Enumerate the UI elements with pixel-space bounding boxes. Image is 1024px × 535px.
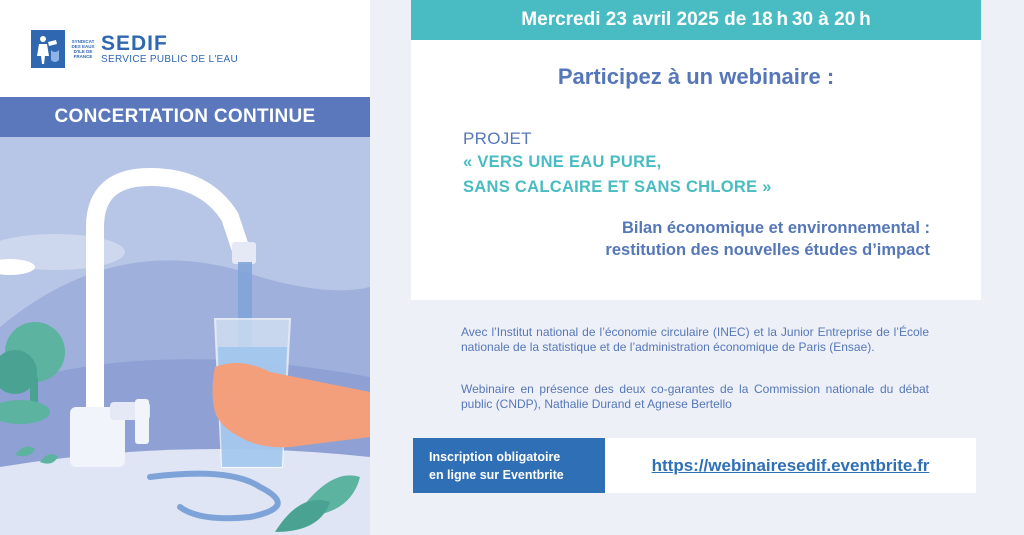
- eventbrite-link[interactable]: https://webinairesedif.eventbrite.fr: [651, 455, 930, 475]
- project-title: [463, 150, 772, 200]
- registration-line-2: en ligne sur Eventbrite: [429, 467, 564, 482]
- concertation-banner: CONCERTATION CONTINUE: [0, 97, 370, 137]
- sedif-logo[interactable]: [31, 30, 238, 68]
- event-date-bar: Mercredi 23 avril 2025 de 18 h 30 à 20 h: [411, 0, 981, 40]
- logo-tagline: SERVICE PUBLIC DE L'EAU: [101, 53, 239, 65]
- project-label: PROJET: [463, 129, 532, 148]
- sedif-emblem-icon: [31, 30, 65, 68]
- registration-line-1: Inscription obligatoire: [429, 449, 561, 464]
- registration-url-box: [605, 438, 976, 493]
- partners-paragraph: Avec l’Institut national de l’économie circulaire (INEC) et la Junior Entreprise de l’École nationale de la statistique et de l’administration économique de Paris (Ensae).: [461, 325, 929, 354]
- left-panel: [0, 0, 370, 535]
- project-title-line-2: SANS CALCAIRE ET SANS CHLORE »: [463, 178, 772, 196]
- logo-name: SEDIF: [101, 31, 168, 55]
- webinar-heading: Participez à un webinaire :: [557, 64, 835, 89]
- faucet-nozzle-shape: [232, 242, 256, 264]
- subtitle-line-1: Bilan économique et environnemental :: [621, 219, 930, 237]
- faucet-lever-shape: [135, 399, 149, 444]
- webinar-subtitle: [605, 217, 930, 261]
- webinar-card: [411, 40, 981, 300]
- logo-emblem-text: SYNDICAT DES EAUX D'ILE DE FRANCE: [71, 39, 95, 59]
- registration-label-box: [413, 438, 605, 493]
- project-title-line-1: « VERS UNE EAU PURE,: [463, 153, 662, 171]
- logo-wordmark: [101, 33, 238, 66]
- right-panel: [370, 0, 1024, 535]
- guarantors-paragraph: Webinaire en présence des deux co-garantes de la Commission nationale du débat public (CNDP), Nathalie Durand et Agnese Bertello: [461, 382, 929, 411]
- tap-water-illustration: [0, 137, 370, 535]
- subtitle-line-2: restitution des nouvelles études d’impact: [605, 241, 930, 259]
